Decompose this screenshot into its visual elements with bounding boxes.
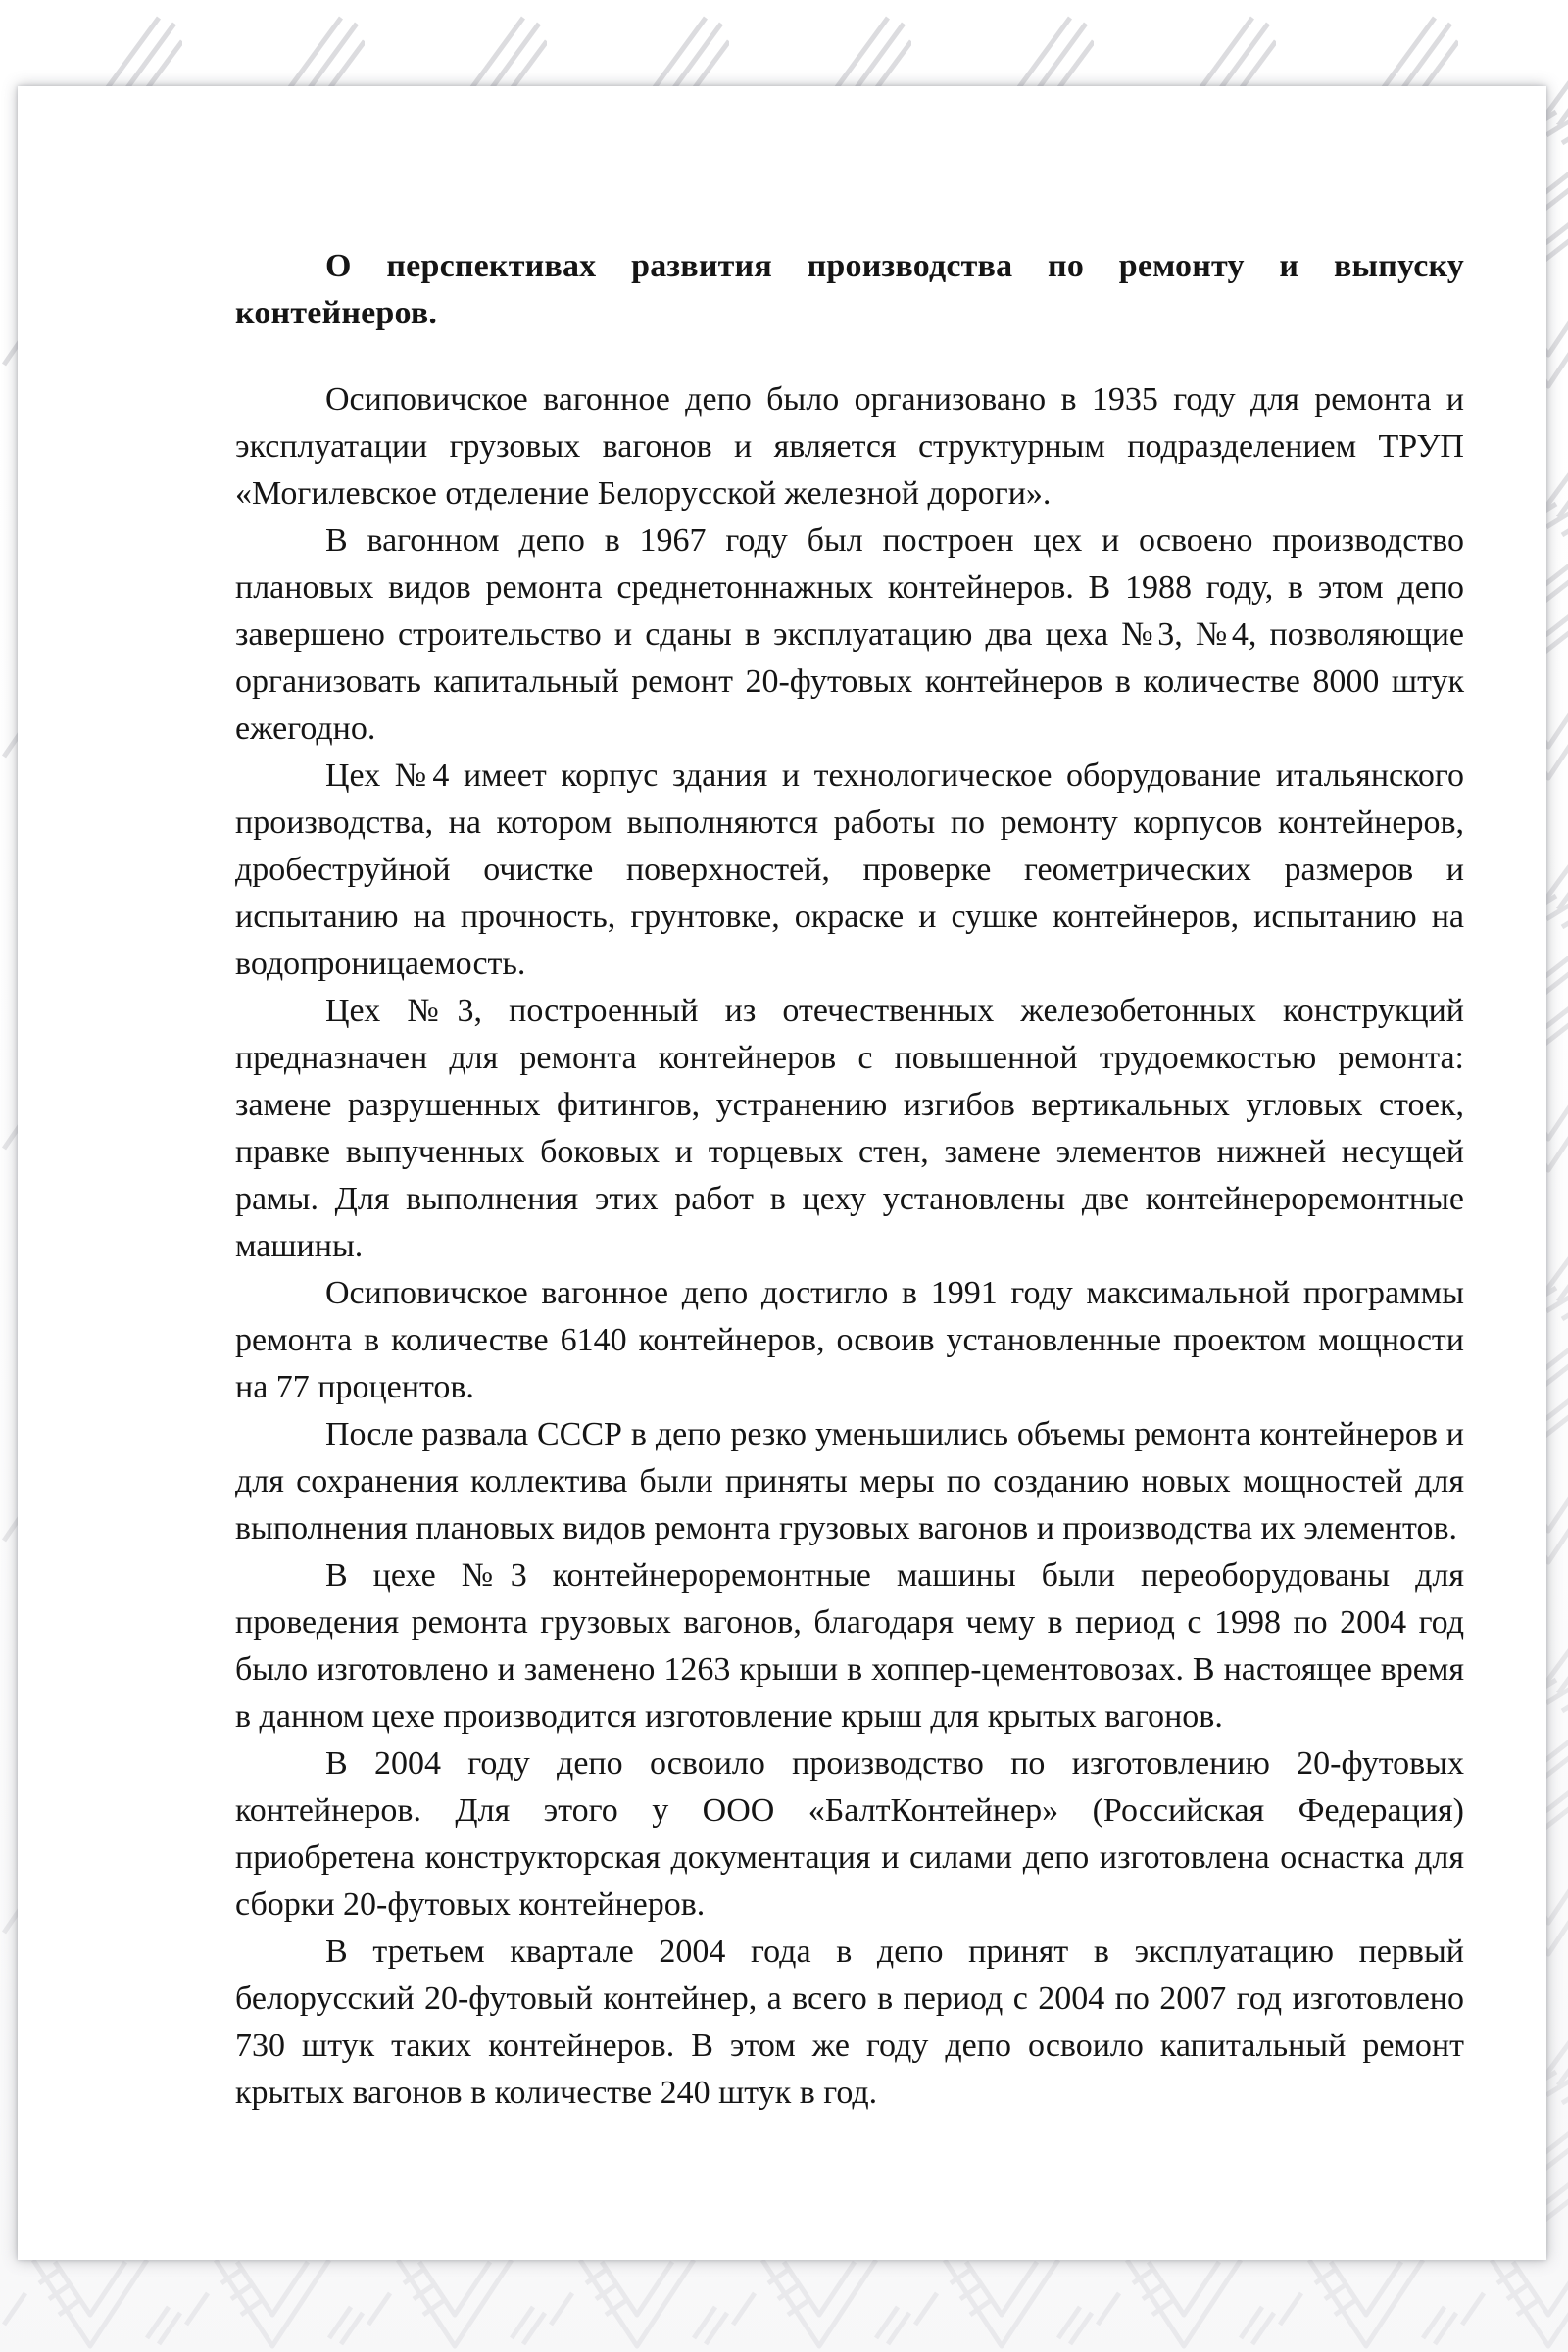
paragraph: В вагонном депо в 1967 году был построен цех и освоено производство плановых видов ремонта среднетоннажных контейнеров. В 1988 году, в этом депо завершено строительство и сданы в эксплуатацию два цеха №3, №4, позволяющие организовать капитальный ремонт 20-футовых контейнеров в количестве 8000 штук ежегодно. xyxy=(235,522,1464,747)
document-content xyxy=(235,243,1464,2117)
paragraph: В 2004 году депо освоило производство по изготовлению 20-футовых контейнеров. Для этого у ООО «БалтКонтейнер» (Российская Федерация) приобретена конструкторская документация и силами депо изготовлена оснастка для сборки 20-футовых контейнеров. xyxy=(235,1745,1464,1923)
paragraph: В цехе №3 контейнероремонтные машины были переоборудованы для проведения ремонта грузовых вагонов, благодаря чему в период с 1998 по 2004 год было изготовлено и заменено 1263 крыши в хоппер-цементовозах. В настоящее время в данном цехе производится изготовление крыш для крытых вагонов. xyxy=(235,1557,1464,1735)
paragraph: Цех №4 имеет корпус здания и технологическое оборудование итальянского производства, на котором выполняются работы по ремонту корпусов контейнеров, дробеструйной очистке поверхностей, проверке геометрических размеров и испытанию на прочность, грунтовке, окраске и сушке контейнеров, испытанию на водопроницаемость. xyxy=(235,758,1464,982)
paragraph: Осиповичское вагонное депо достигло в 1991 году максимальной программы ремонта в количестве 6140 контейнеров, освоив установленные проектом мощности на 77 процентов. xyxy=(235,1275,1464,1405)
paragraph: Цех №3, построенный из отечественных железобетонных конструкций предназначен для ремонта контейнеров с повышенной трудоемкостью ремонта: замене разрушенных фитингов, устранению изгибов вертикальных угловых стоек, правке выпученных боковых и торцевых стен, замене элементов нижней несущей рамы. Для выполнения этих работ в цеху установлены две контейнероремонтные машины. xyxy=(235,993,1464,1264)
paper-sheet xyxy=(18,86,1546,2260)
document-title: О перспективах развития производства по ремонту и выпуску контейнеров. xyxy=(235,248,1464,331)
paragraph: В третьем квартале 2004 года в депо принят в эксплуатацию первый белорусский 20-футовый контейнер, а всего в период с 2004 по 2007 год изготовлено 730 штук таких контейнеров. В этом же году депо освоило капитальный ремонт крытых вагонов в количестве 240 штук в год. xyxy=(235,1934,1464,2111)
paragraph: Осиповичское вагонное депо было организовано в 1935 году для ремонта и эксплуатации грузовых вагонов и является структурным подразделением ТРУП «Могилевское отделение Белорусской железной дороги». xyxy=(235,381,1464,512)
paragraph: После развала СССР в депо резко уменьшились объемы ремонта контейнеров и для сохранения коллектива были приняты меры по созданию новых мощностей для выполнения плановых видов ремонта грузовых вагонов и производства их элементов. xyxy=(235,1416,1464,1546)
